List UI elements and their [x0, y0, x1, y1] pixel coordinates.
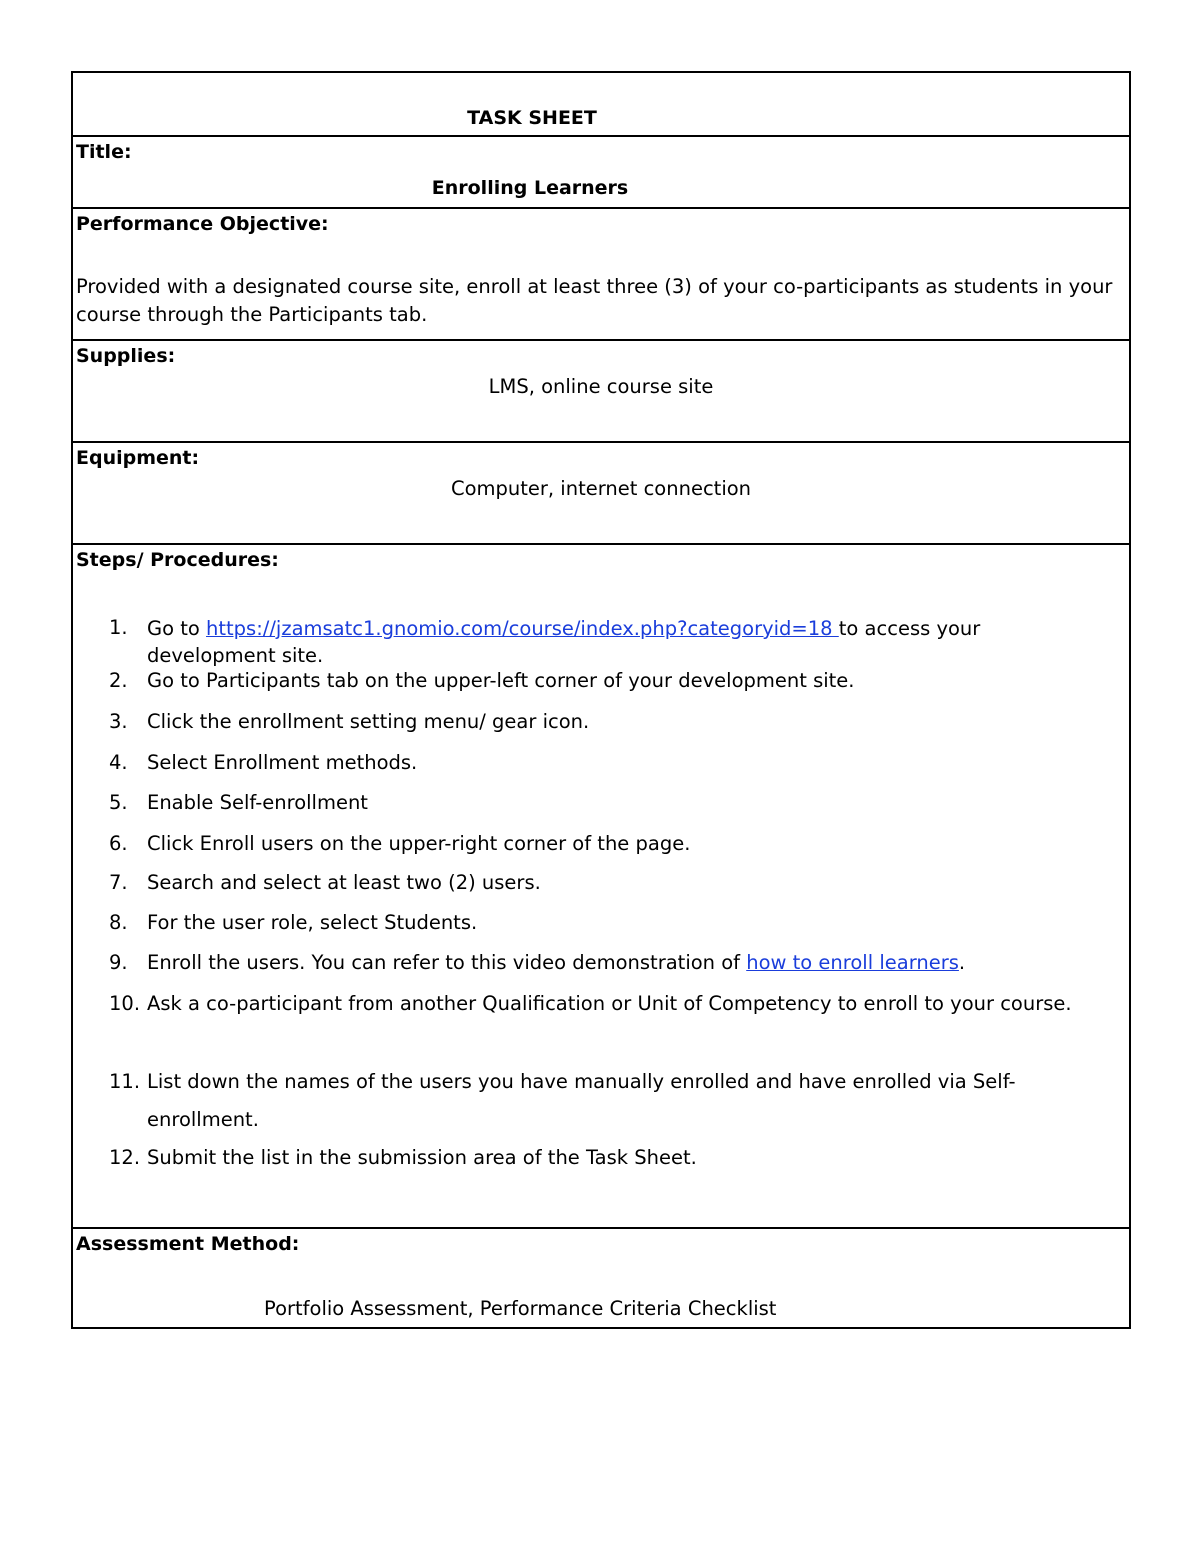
title-label: Title:	[76, 141, 132, 163]
equipment-label: Equipment:	[76, 447, 200, 469]
step-text: Select Enrollment methods.	[147, 751, 418, 774]
step-number: 6.	[109, 832, 128, 855]
title-row	[73, 135, 1129, 207]
step-number: 3.	[109, 710, 128, 733]
video-demo-link[interactable]: how to enroll learners	[746, 951, 959, 974]
step-number: 7.	[109, 871, 128, 894]
steps-label: Steps/ Procedures:	[76, 549, 279, 571]
step-text: Click Enroll users on the upper-right corner of the page.	[147, 832, 691, 855]
assessment-value: Portfolio Assessment, Performance Criteria Checklist	[264, 1297, 777, 1320]
step-number: 2.	[109, 669, 128, 692]
assessment-label: Assessment Method:	[76, 1233, 300, 1255]
step-text: Go to Participants tab on the upper-left corner of your development site.	[147, 669, 855, 692]
objective-row	[73, 207, 1129, 339]
step-number: 8.	[109, 911, 128, 934]
title-value: Enrolling Learners	[431, 177, 629, 199]
step-number: 10.	[109, 992, 141, 1015]
sheet-title: TASK SHEET	[467, 107, 597, 129]
supplies-row	[73, 339, 1129, 441]
objective-label: Performance Objective:	[76, 213, 329, 235]
task-sheet-table	[71, 71, 1131, 1329]
header-row	[73, 73, 1129, 135]
step-text: For the user role, select Students.	[147, 911, 478, 934]
step-number: 4.	[109, 751, 128, 774]
step-number: 9.	[109, 951, 128, 974]
equipment-row	[73, 441, 1129, 543]
step-number: 5.	[109, 791, 128, 814]
steps-row	[73, 543, 1129, 1227]
step-text: Search and select at least two (2) users.	[147, 871, 541, 894]
step-number: 11.	[109, 1070, 141, 1093]
step-text-post: .	[958, 951, 966, 974]
equipment-value: Computer, internet connection	[450, 477, 752, 500]
supplies-value: LMS, online course site	[488, 375, 714, 398]
step-number: 12.	[109, 1146, 141, 1169]
step-text-pre: Enroll the users. You can refer to this video demonstration of	[147, 951, 747, 974]
supplies-label: Supplies:	[76, 345, 176, 367]
course-site-link[interactable]: https://jzamsatc1.gnomio.com/course/index.php?categoryid=18	[206, 617, 839, 640]
assessment-row	[73, 1227, 1129, 1327]
step-text: Ask a co-participant from another Qualification or Unit of Competency to enroll to your course.	[147, 992, 1072, 1015]
step-text: List down the names of the users you have manually enrolled and have enrolled via Self-enrollment.	[147, 1070, 1016, 1131]
objective-text: Provided with a designated course site, enroll at least three (3) of your co-participants as students in your course through the Participants tab.	[76, 275, 1113, 326]
step-number: 1.	[109, 616, 128, 639]
step-text-pre: Go to	[147, 617, 207, 640]
step-text: Submit the list in the submission area of the Task Sheet.	[147, 1146, 697, 1169]
step-text: Click the enrollment setting menu/ gear icon.	[147, 710, 590, 733]
step-text: Enable Self-enrollment	[147, 791, 368, 814]
step-text	[147, 944, 1072, 982]
step-text-post: to access your development site.	[147, 617, 981, 667]
step-text	[147, 615, 1072, 669]
